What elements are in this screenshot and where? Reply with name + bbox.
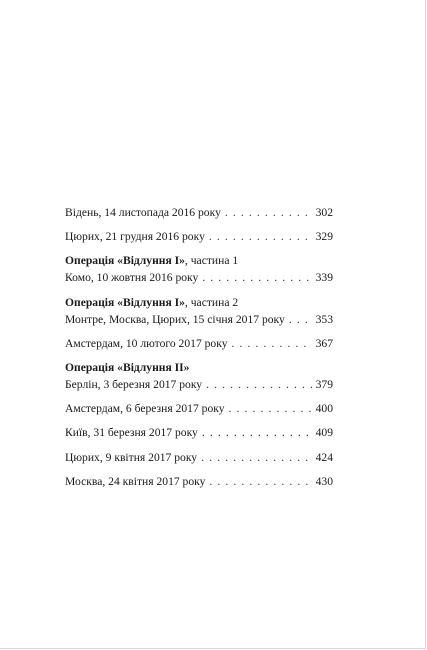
dot-leader	[225, 204, 312, 221]
toc-row[interactable]	[65, 449, 333, 466]
toc-row[interactable]	[65, 228, 333, 245]
toc-page-number: 353	[315, 312, 333, 326]
toc-page-number: 379	[315, 377, 333, 391]
toc-section	[65, 294, 333, 328]
toc-row[interactable]	[65, 424, 333, 441]
toc-entry-title: Цюрих, 21 грудня 2016 року	[65, 230, 205, 244]
toc-entry	[65, 228, 333, 245]
toc-page-number: 424	[315, 450, 333, 464]
toc-row[interactable]	[65, 204, 333, 221]
toc-section-heading	[65, 252, 333, 269]
toc-entry-title: Берлін, 3 березня 2017 року	[65, 377, 203, 391]
toc-row[interactable]	[65, 311, 333, 328]
toc-page-number: 400	[315, 402, 333, 416]
toc-entry-title: Відень, 14 листопада 2016 року	[65, 206, 221, 219]
toc-page-number: 329	[315, 230, 333, 244]
toc-row[interactable]	[65, 473, 333, 490]
toc-section	[65, 252, 333, 286]
toc-page-number: 339	[315, 271, 333, 285]
section-heading-title: Операція «Відлуння II»	[65, 360, 190, 374]
toc-row[interactable]	[65, 376, 333, 393]
toc-entry	[65, 400, 333, 417]
toc-entry-title: Цюрих, 9 квітня 2017 року	[65, 450, 198, 464]
toc-entry-title: Амстердам, 10 лютого 2017 року	[65, 336, 228, 350]
toc-entry-title: Монтре, Москва, Цюрих, 15 січня 2017 року	[65, 312, 285, 326]
table-of-contents	[65, 204, 333, 497]
toc-entry	[65, 335, 333, 352]
toc-entry-title: Київ, 31 березня 2017 року	[65, 426, 198, 440]
section-heading-title: Операція «Відлуння I»	[65, 295, 185, 309]
toc-page-number: 367	[315, 336, 333, 350]
toc-page-number: 302	[315, 206, 333, 219]
dot-leader	[209, 228, 312, 245]
section-heading-title: Операція «Відлуння I»	[65, 254, 185, 268]
toc-entry-title: Москва, 24 квітня 2017 року	[65, 474, 206, 488]
dot-leader	[201, 449, 312, 466]
toc-section	[65, 359, 333, 393]
dot-leader	[206, 376, 312, 393]
toc-section-heading	[65, 294, 333, 311]
dot-leader	[209, 473, 312, 490]
dot-leader	[289, 311, 312, 328]
section-heading-part: , частина 1	[184, 254, 239, 268]
dot-leader	[202, 269, 312, 286]
section-heading-part: , частина 2	[184, 295, 239, 309]
toc-entry	[65, 424, 333, 441]
toc-page-number: 430	[315, 474, 333, 488]
toc-row[interactable]	[65, 335, 333, 352]
toc-row[interactable]	[65, 400, 333, 417]
toc-row[interactable]	[65, 269, 333, 286]
toc-section-heading	[65, 359, 333, 376]
toc-entry-title: Комо, 10 жовтня 2016 року	[65, 271, 199, 285]
toc-page-number: 409	[315, 426, 333, 440]
dot-leader	[229, 400, 312, 417]
dot-leader	[202, 424, 312, 441]
toc-entry	[65, 473, 333, 490]
dot-leader	[232, 335, 313, 352]
toc-entry	[65, 204, 333, 221]
toc-entry	[65, 449, 333, 466]
toc-entry-title: Амстердам, 6 березня 2017 року	[65, 402, 225, 416]
